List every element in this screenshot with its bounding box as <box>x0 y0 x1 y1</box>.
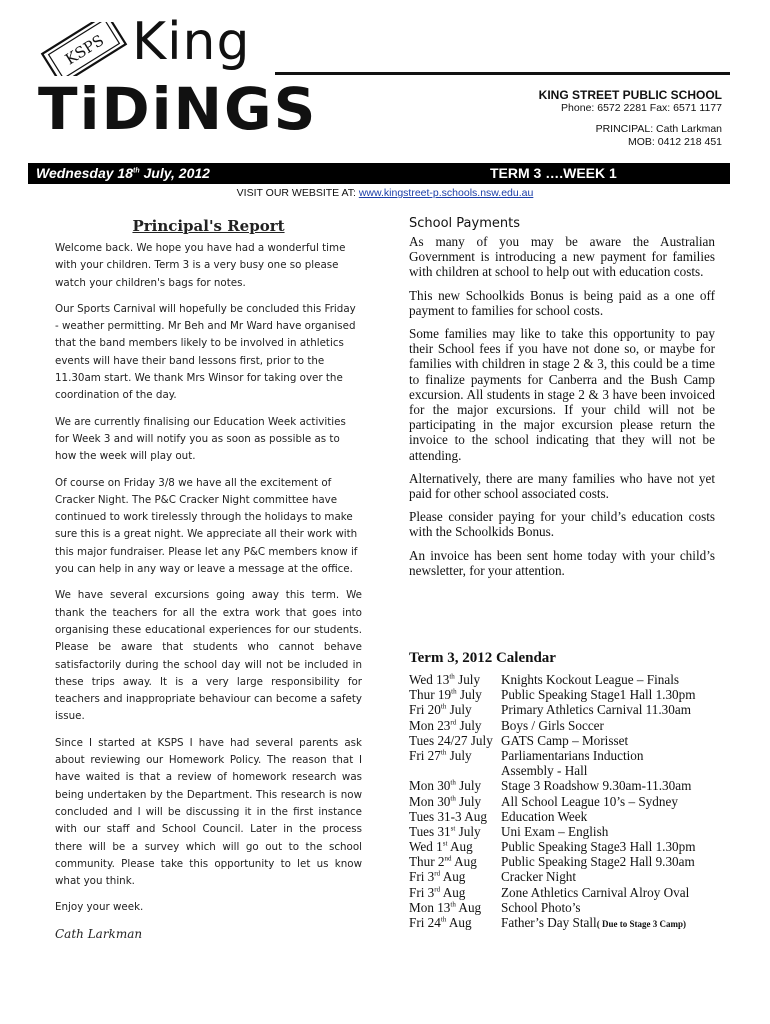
calendar-event: Primary Athletics Carnival 11.30am <box>501 702 691 718</box>
principal-signature: Cath Larkman <box>55 926 143 941</box>
report-paragraph: We are currently finalising our Education Week activities for Week 3 and will notify you as soon as possible as to how the week will play out. <box>55 415 346 463</box>
website-line <box>0 187 770 199</box>
calendar-date: Fri 24th Aug <box>409 915 472 930</box>
calendar-date: Thur 19th July <box>409 687 482 703</box>
report-paragraph: Enjoy your week. <box>55 901 144 914</box>
calendar-event: All School League 10’s – Sydney <box>501 793 678 809</box>
masthead-title-king: King <box>132 12 251 72</box>
calendar-event: School Photo’s <box>501 899 581 915</box>
calendar-row <box>409 854 696 869</box>
issue-date: Wednesday 18th July, 2012 <box>36 165 210 181</box>
principals-report <box>55 216 362 943</box>
payments-paragraph: Please consider paying for your child’s education costs with the Schoolkids Bonus. <box>409 509 715 540</box>
calendar-row <box>409 672 696 687</box>
calendar-row <box>409 824 696 839</box>
calendar-event: Public Speaking Stage2 Hall 9.30am <box>501 854 695 870</box>
payments-paragraph: As many of you may be aware the Australian Government is introducing a new payment for families with children at school to help out with education costs. <box>409 234 715 280</box>
masthead-rule <box>275 72 730 75</box>
calendar-row <box>409 718 696 733</box>
calendar-row <box>409 778 696 793</box>
calendar-event: Public Speaking Stage3 Hall 1.30pm <box>501 839 696 855</box>
report-paragraph: Of course on Friday 3/8 we have all the excitement of Cracker Night. The P&C Cracker Night committee have continued to work tirelessly through the holidays to make sure this is a great night. We appreciate all their work with this major fundraiser. Please let any P&C members know if you can help in any way or leave a message at the office. <box>55 476 358 576</box>
calendar-event: Assembly - Hall <box>501 763 588 779</box>
calendar-row <box>409 687 696 702</box>
calendar-date: Thur 2nd Aug <box>409 854 477 870</box>
principal-mobile: MOB: 0412 218 451 <box>628 136 722 148</box>
calendar-event: GATS Camp – Morisset <box>501 732 629 748</box>
calendar-event: Boys / Girls Soccer <box>501 717 604 733</box>
calendar-row <box>409 809 696 824</box>
calendar-date: Tues 24/27 July <box>409 732 493 748</box>
calendar-title: Term 3, 2012 Calendar <box>409 650 556 666</box>
report-paragraph: Welcome back. We hope you have had a wonderful time with your children. Term 3 is a very busy one so please watch your children's bags for notes. <box>55 242 346 289</box>
calendar-row <box>409 915 696 930</box>
calendar-date: Fri 3rd Aug <box>409 869 466 885</box>
calendar-date: Mon 30th July <box>409 778 482 794</box>
principal-name: PRINCIPAL: Cath Larkman <box>595 123 722 135</box>
calendar-event: Public Speaking Stage1 Hall 1.30pm <box>501 687 696 703</box>
calendar-row <box>409 839 696 854</box>
report-paragraph: Since I started at KSPS I have had several parents ask about reviewing our Homework Policy. The reason that I have waited is that a review of homework research was being undertaken by the Department. This research is now concluded and I will be discussing it in the first instance with our staff and School Council. Later in the process there will be a survey which will go out to the school community. Please take this opportunity to let us know what you think. <box>55 736 362 888</box>
calendar-row <box>409 748 696 763</box>
calendar-date: Mon 30th July <box>409 793 482 809</box>
calendar-row <box>409 869 696 884</box>
svg-text:KSPS: KSPS <box>62 31 108 69</box>
calendar-event-note: ( Due to Stage 3 Camp) <box>596 919 686 929</box>
calendar-event: Education Week <box>501 808 588 824</box>
school-name: KING STREET PUBLIC SCHOOL <box>538 88 722 102</box>
website-link[interactable]: www.kingstreet-p.schools.nsw.edu.au <box>358 187 534 199</box>
calendar-row <box>409 702 696 717</box>
principals-report-title: Principal's Report <box>132 217 285 235</box>
report-paragraph: We have several excursions going away this term. We thank the teachers for all the extra work that goes into organising these educational experiences for our students. Please be aware that students who cannot behave satisfactorily during the school day will not be included in these trips away. It is a very large responsibility for teachers and inappropriate behaviour can become a safety issue. <box>55 589 362 723</box>
calendar-date: Fri 3rd Aug <box>409 884 466 900</box>
calendar-date: Fri 27th July <box>409 747 472 763</box>
calendar-event: Knights Kockout League – Finals <box>501 672 680 687</box>
calendar-row <box>409 763 696 778</box>
calendar-date: Mon 23rd July <box>409 717 482 733</box>
calendar-event: Stage 3 Roadshow 9.30am-11.30am <box>501 778 692 794</box>
payments-paragraph: Alternatively, there are many families who have not yet paid for other school associated costs. <box>409 470 715 502</box>
calendar-event: Zone Athletics Carnival Alroy Oval <box>501 884 690 900</box>
calendar-event: Father’s Day Stall( Due to Stage 3 Camp) <box>501 915 686 930</box>
calendar-row <box>409 885 696 900</box>
report-paragraph: Our Sports Carnival will hopefully be concluded this Friday - weather permitting. Mr Beh and Mr Ward have organised that the band members likely to be involved in athletics events will have their band lessons first, prior to the 11.30am start. We thank Mrs Winsor for taking over the coordination of the day. <box>55 302 356 402</box>
calendar-date: Wed 1st Aug <box>409 839 473 855</box>
website-label: VISIT OUR WEBSITE AT: <box>236 187 359 199</box>
calendar-row <box>409 900 696 915</box>
calendar-row <box>409 794 696 809</box>
school-payments-title: School Payments <box>409 216 520 231</box>
calendar-event: Cracker Night <box>501 869 577 885</box>
calendar-event: Parliamentarians Induction <box>501 747 644 763</box>
school-phone: Phone: 6572 2281 Fax: 6571 1177 <box>561 102 722 114</box>
calendar-event: Uni Exam – English <box>501 823 609 839</box>
calendar-date: Tues 31st July <box>409 823 481 839</box>
payments-paragraph: Some families may like to take this opportunity to pay their School fees if you have not done so, or maybe for families with children in stage 2 & 3, this could be a time to finalize payments for Canberra and the Bush Camp excursion. All students in stage 2 & 3 have been invoiced for the major excursions. If your child will not be participating in the major excursion please return the invoice to the school indicating that they will not be attending. <box>409 326 715 463</box>
term-week: TERM 3 ….WEEK 1 <box>490 165 617 181</box>
school-payments <box>409 216 715 586</box>
calendar-row <box>409 733 696 748</box>
calendar-date: Tues 31-3 Aug <box>409 808 487 824</box>
calendar-date: Fri 20th July <box>409 702 472 718</box>
calendar-date: Wed 13th July <box>409 672 481 687</box>
school-contact-block <box>539 88 722 149</box>
masthead-title-tidings: TiDiNGS <box>38 75 318 143</box>
payments-paragraph: An invoice has been sent home today with your child’s newsletter, for your attention. <box>409 547 715 578</box>
calendar-date: Mon 13th Aug <box>409 899 482 915</box>
calendar-date <box>409 763 501 778</box>
term-calendar <box>409 672 696 930</box>
date-bar <box>28 163 730 184</box>
payments-paragraph: This new Schoolkids Bonus is being paid as a one off payment to families for school costs. <box>409 287 715 318</box>
school-logo <box>38 22 130 76</box>
